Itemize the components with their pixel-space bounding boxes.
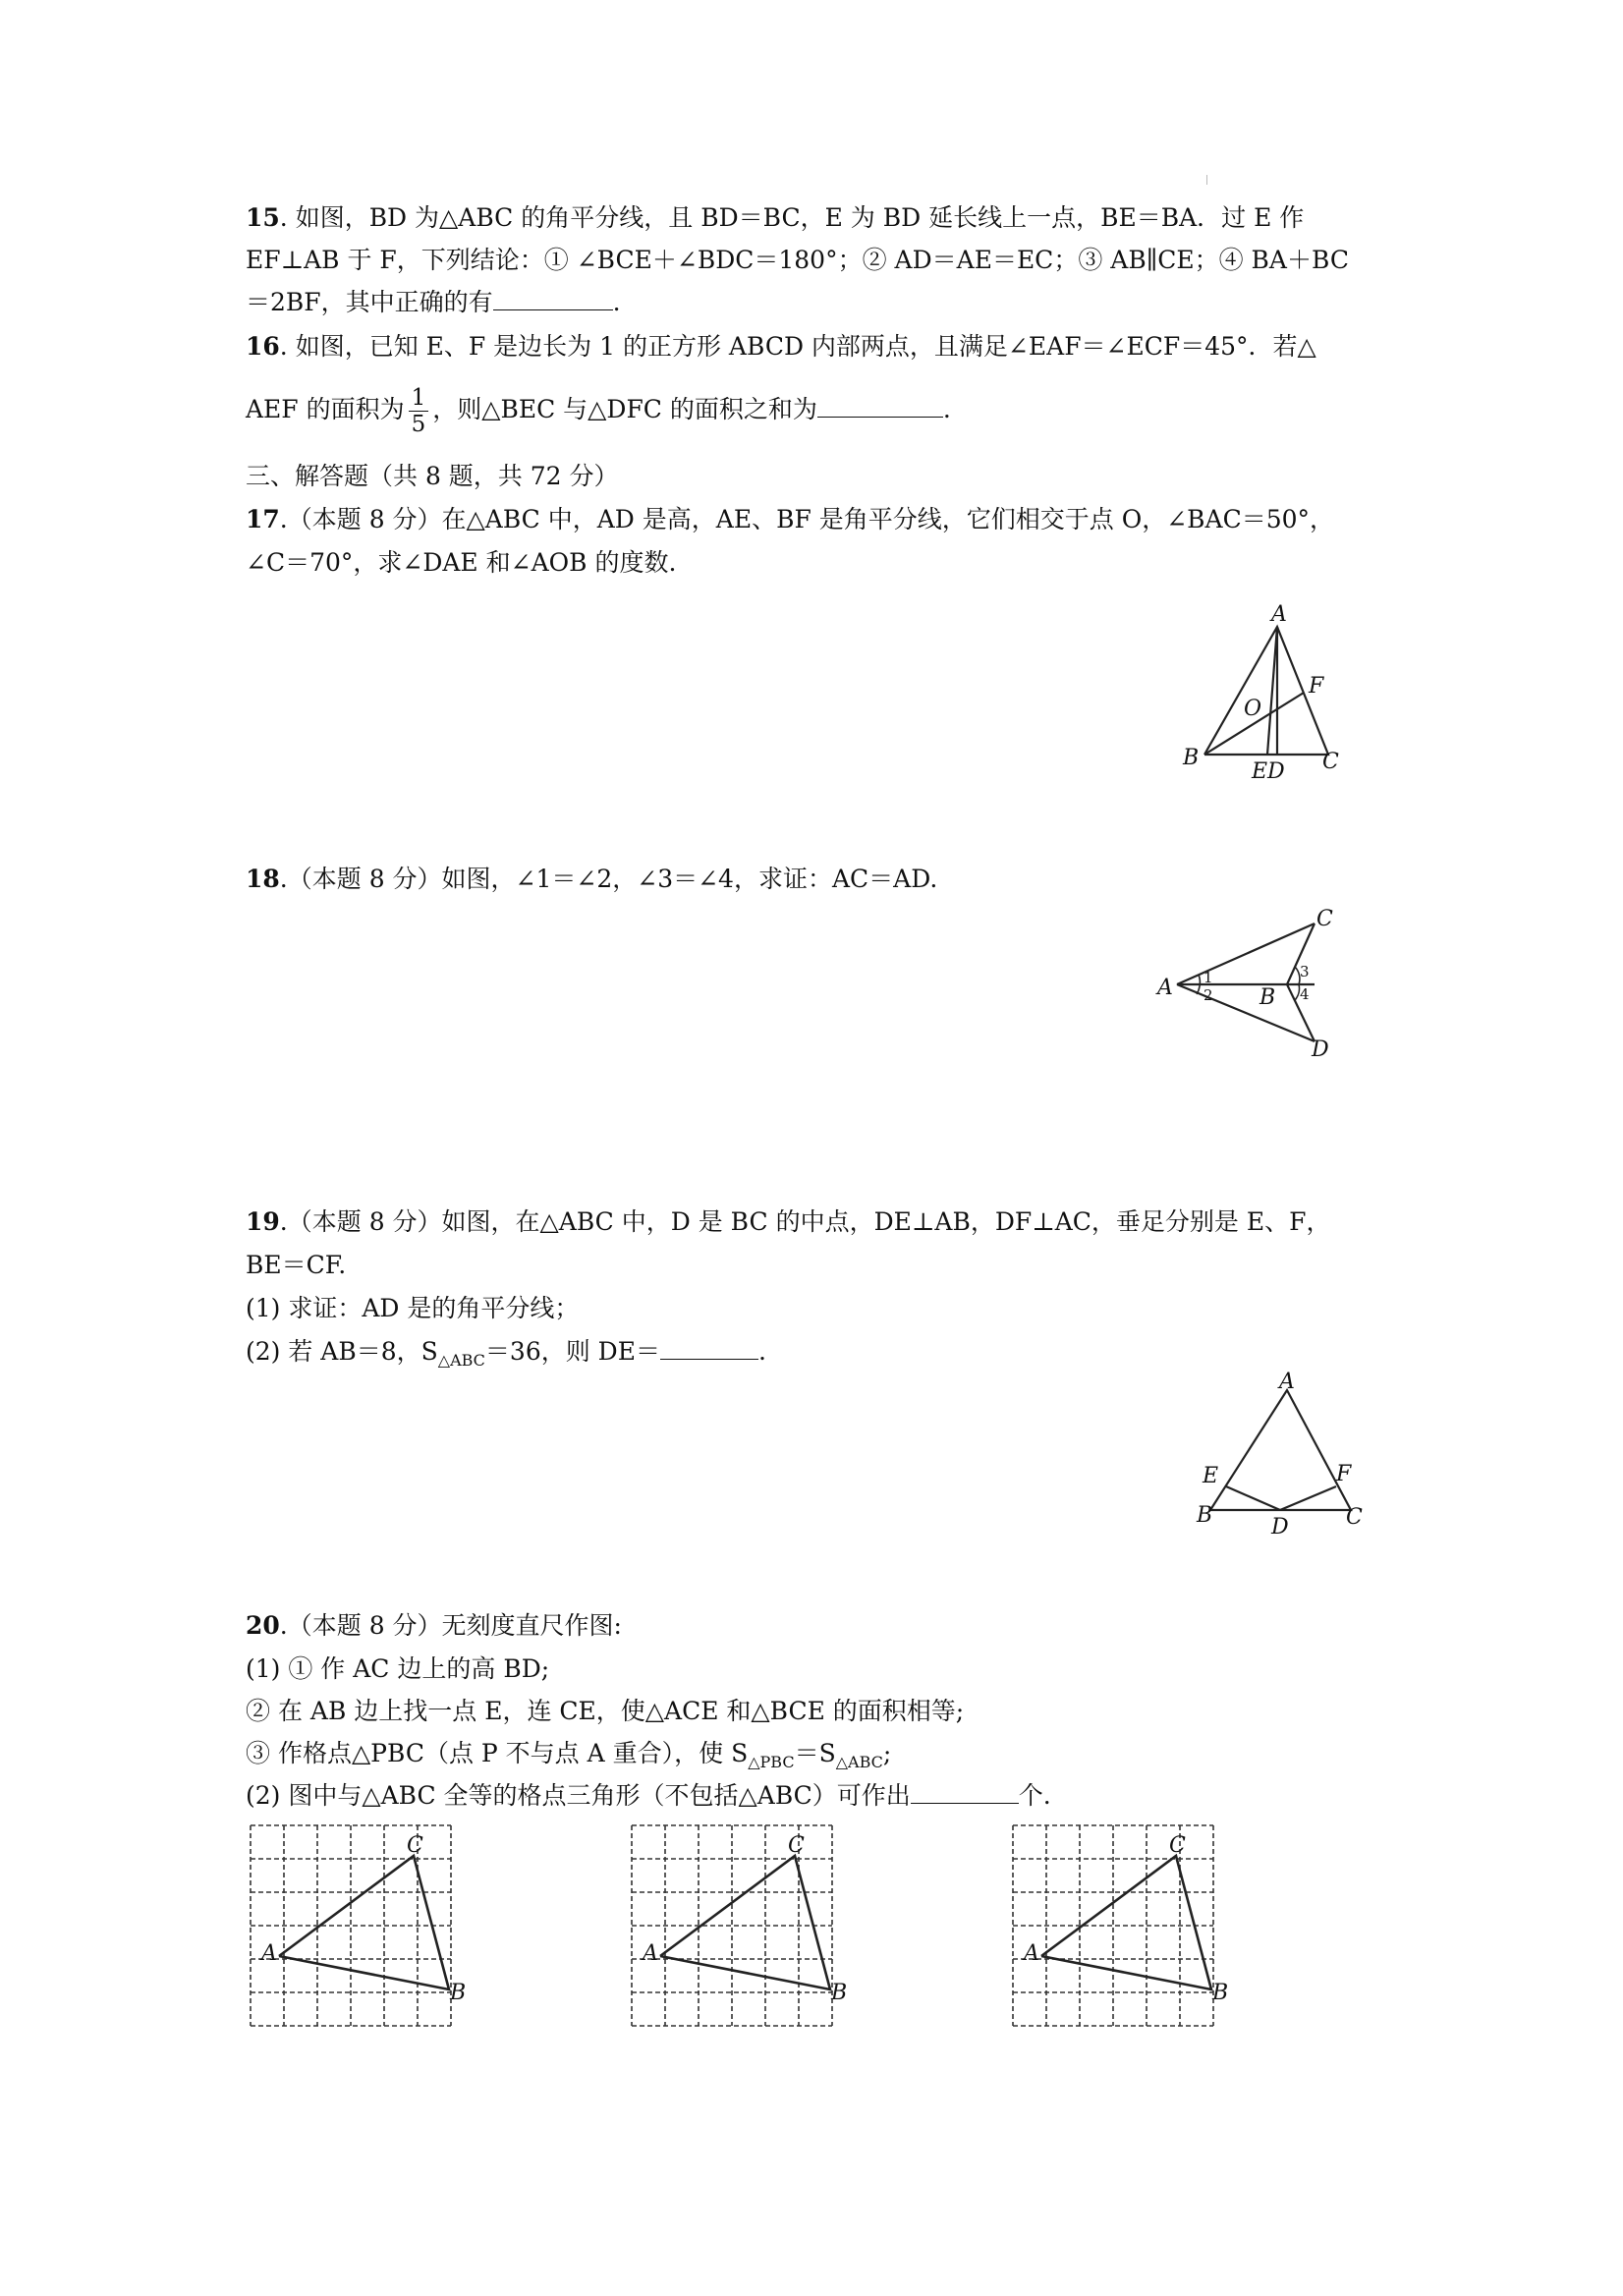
- q18-label-A: A: [1157, 976, 1173, 1000]
- q16-end: .: [942, 395, 951, 423]
- q19-label-B: B: [1197, 1503, 1213, 1528]
- q17-label-B: B: [1183, 746, 1200, 770]
- q20-text1: .（本题 8 分）无刻度直尺作图:: [279, 1611, 622, 1640]
- q15-text1: . 如图，BD 为△ABC 的角平分线，且 BD＝BC，E 为 BD 延长线上一点，BE＝BA．过 E 作: [279, 203, 1305, 232]
- q19-part2-sub: △ABC: [437, 1351, 485, 1370]
- grid3-label-C: C: [1169, 1833, 1186, 1858]
- grid1-label-A: A: [261, 1941, 277, 1966]
- q20-part1: (1) ① 作 AC 边上的高 BD;: [246, 1654, 550, 1683]
- grid3-label-B: B: [1212, 1981, 1229, 2005]
- q20-part3-pre: ③ 作格点△PBC（点 P 不与点 A 重合），使 S: [246, 1739, 749, 1767]
- q20-grid-figure-1: [248, 1822, 474, 2029]
- q20-part4-pre: (2) 图中与△ABC 全等的格点三角形（不包括△ABC）可作出: [246, 1781, 911, 1810]
- q17-figure: [1179, 599, 1356, 786]
- grid1-label-C: C: [407, 1833, 423, 1858]
- q20-part3-sub1: △PBC: [748, 1753, 795, 1771]
- q18-angle-1: 1: [1203, 969, 1213, 986]
- q19-label-A: A: [1279, 1371, 1295, 1394]
- q15-number: 15: [246, 203, 280, 232]
- q17-label-O: O: [1244, 697, 1262, 721]
- q18-number: 18: [246, 865, 280, 893]
- q18-label-C: C: [1316, 907, 1333, 931]
- grid3-label-A: A: [1024, 1941, 1039, 1966]
- q16-number: 16: [246, 332, 280, 361]
- q16-text2-post: ，则△BEC 与△DFC 的面积之和为: [432, 395, 817, 423]
- q17-line2: ∠C＝70°，求∠DAE 和∠AOB 的度数.: [246, 548, 677, 577]
- q17-label-F: F: [1309, 674, 1324, 699]
- q20-answer-blank[interactable]: [911, 1781, 1019, 1804]
- section3-title: 三、解答题（共 8 题，共 72 分）: [246, 462, 619, 490]
- q15-line2: EF⊥AB 于 F，下列结论：① ∠BCE＋∠BDC＝180°；② AD＝AE＝EC；③ AB∥CE；④ BA＋BC: [246, 246, 1349, 274]
- q19-part2: [246, 1335, 766, 1377]
- q19-text1: .（本题 8 分）如图，在△ABC 中，D 是 BC 的中点，DE⊥AB，DF⊥AC，垂足分别是 E、F，: [279, 1207, 1331, 1236]
- page-mark: [1206, 175, 1207, 185]
- q20-part3-sub2: △ABC: [835, 1753, 883, 1771]
- grid1-label-B: B: [450, 1981, 467, 2005]
- q16-frac-numerator: 1: [409, 385, 429, 412]
- q18-angle-4: 4: [1300, 985, 1310, 1003]
- q19-figure: [1189, 1371, 1375, 1542]
- q17-text1: .（本题 8 分）在△ABC 中，AD 是高，AE、BF 是角平分线，它们相交于点 O，∠BAC＝50°，: [279, 505, 1335, 533]
- q18-angle-3: 3: [1300, 963, 1310, 980]
- q19-line2: BE＝CF.: [246, 1251, 347, 1279]
- q19-number: 19: [246, 1207, 280, 1236]
- q18-label-B: B: [1259, 985, 1276, 1010]
- q15-line3: [246, 286, 621, 319]
- q17-label-ED: ED: [1252, 759, 1285, 784]
- q20-part3-end: ;: [882, 1739, 892, 1767]
- q16-line2: [246, 385, 951, 437]
- q19-part2-pre: (2) 若 AB＝8，S: [246, 1337, 438, 1366]
- q15-end: .: [612, 288, 621, 316]
- q19-part2-end: .: [757, 1337, 766, 1366]
- q16-answer-blank[interactable]: [817, 395, 943, 418]
- q19-line1: [246, 1205, 1330, 1239]
- q16-text1: . 如图，已知 E、F 是边长为 1 的正方形 ABCD 内部两点，且满足∠EAF＝∠ECF＝45°．若△: [279, 332, 1316, 361]
- q19-answer-blank[interactable]: [660, 1337, 758, 1360]
- q19-part1: (1) 求证：AD 是的角平分线；: [246, 1294, 580, 1322]
- q20-part3: [246, 1737, 891, 1779]
- q17-label-A: A: [1271, 602, 1287, 627]
- q18-text1: .（本题 8 分）如图，∠1＝∠2，∠3＝∠4，求证：AC＝AD.: [279, 865, 938, 893]
- q19-label-F: F: [1336, 1462, 1352, 1486]
- q18-angle-2: 2: [1203, 986, 1213, 1004]
- q17-line1: [246, 503, 1334, 536]
- q19-label-D: D: [1271, 1515, 1289, 1540]
- grid2-label-C: C: [788, 1833, 805, 1858]
- q19-label-C: C: [1346, 1505, 1363, 1530]
- q17-number: 17: [246, 505, 280, 533]
- q20-grid-figure-3: [1010, 1822, 1236, 2029]
- grid2-label-B: B: [831, 1981, 848, 2005]
- q18-label-D: D: [1312, 1037, 1329, 1062]
- q20-part2: ② 在 AB 边上找一点 E，连 CE，使△ACE 和△BCE 的面积相等;: [246, 1697, 965, 1725]
- q17-label-C: C: [1322, 750, 1339, 774]
- q20-grid-figure-2: [629, 1822, 855, 2029]
- q15-line1: [246, 201, 1304, 235]
- q19-label-E: E: [1203, 1464, 1219, 1488]
- q18-figure: [1149, 904, 1356, 1066]
- q18-line1: [246, 863, 937, 896]
- q20-part4: [246, 1779, 1051, 1813]
- q20-part3-mid: ＝S: [794, 1739, 836, 1767]
- q16-frac-denominator: 5: [411, 412, 426, 437]
- q20-line1: [246, 1609, 622, 1643]
- q15-text3: ＝2BF，其中正确的有: [246, 288, 493, 316]
- q16-fraction: [409, 385, 429, 437]
- grid2-label-A: A: [643, 1941, 658, 1966]
- q20-part4-end: 个.: [1018, 1781, 1051, 1810]
- q15-answer-blank[interactable]: [493, 288, 613, 310]
- q16-line1: [246, 330, 1316, 364]
- q16-text2-pre: AEF 的面积为: [246, 395, 405, 423]
- q20-number: 20: [246, 1611, 280, 1640]
- q19-part2-mid: ＝36，则 DE＝: [484, 1337, 660, 1366]
